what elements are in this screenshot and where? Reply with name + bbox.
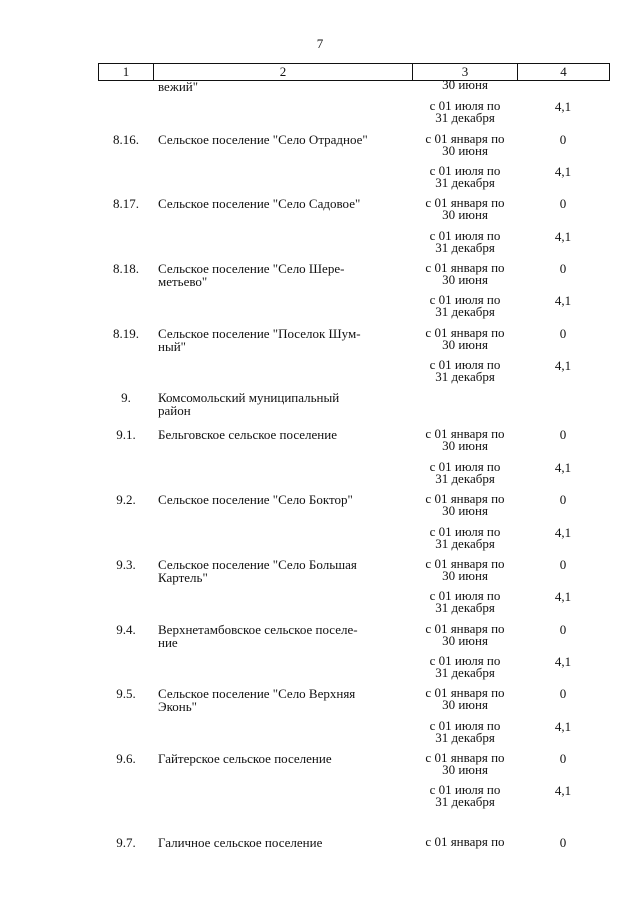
row-name	[158, 687, 408, 713]
row-number: 9.	[121, 390, 131, 405]
row-number: 9.1.	[116, 427, 136, 442]
row-period	[413, 590, 517, 614]
row-name-line: Галичное сельское поселение	[158, 835, 323, 850]
row-period-line: с 01 января по	[425, 426, 505, 441]
row-name	[158, 133, 408, 146]
row-value: 0	[559, 132, 567, 147]
row-period-line: 31 декабря	[435, 600, 495, 615]
row-period-line: с 01 июля по	[429, 459, 501, 474]
row-name-line: Сельское поселение "Село Большая	[158, 557, 357, 572]
row-value: 0	[559, 751, 567, 766]
row-period-line: 30 июня	[442, 272, 488, 287]
row-period: 30 июня	[442, 77, 488, 92]
row-value: 4,1	[554, 719, 572, 734]
row-period-line: с 01 июля по	[429, 718, 501, 733]
row-number: 8.19.	[113, 326, 139, 341]
row-number: 8.16.	[113, 132, 139, 147]
row-name	[158, 262, 408, 288]
row-period-line: с 01 января по	[425, 750, 505, 765]
row-period	[413, 784, 517, 808]
row-value: 0	[559, 686, 567, 701]
col-header-4: 4	[560, 64, 567, 79]
row-period-line: с 01 июля по	[429, 588, 501, 603]
row-value: 0	[559, 196, 567, 211]
row-period	[413, 687, 517, 711]
row-period-line: с 01 января по	[425, 491, 505, 506]
row-period-line: с 01 января по	[425, 131, 505, 146]
row-value: 4,1	[554, 164, 572, 179]
row-name-line: Гайтерское сельское поселение	[158, 751, 332, 766]
row-name	[158, 493, 408, 506]
row-name	[158, 197, 408, 210]
row-period-line: 31 декабря	[435, 110, 495, 125]
row-value: 0	[559, 427, 567, 442]
row-number: 9.2.	[116, 492, 136, 507]
row-period-line: с 01 января по	[425, 260, 505, 275]
row-name-line: Сельское поселение "Село Боктор"	[158, 492, 353, 507]
row-value: 4,1	[554, 99, 572, 114]
row-period-line: 31 декабря	[435, 175, 495, 190]
row-period	[413, 133, 517, 157]
row-period-line: с 01 июля по	[429, 98, 501, 113]
row-period-line: с 01 января по	[425, 556, 505, 571]
col-header-3: 3	[461, 64, 469, 79]
row-name-line: район	[158, 403, 191, 418]
row-period-line: 31 декабря	[435, 794, 495, 809]
row-name	[158, 836, 408, 849]
row-name-line: Сельское поселение "Поселок Шум-	[158, 326, 361, 341]
row-period	[413, 461, 517, 485]
row-period-line: 30 июня	[442, 697, 488, 712]
row-period	[413, 294, 517, 318]
row-number: 9.7.	[116, 835, 136, 850]
row-name-line: Сельское поселение "Село Шере-	[158, 261, 345, 276]
row-number: 9.3.	[116, 557, 136, 572]
row-period-line: 30 июня	[442, 337, 488, 352]
row-name-line: Эконь"	[158, 699, 197, 714]
row-period	[413, 428, 517, 452]
row-name-line: Верхнетамбовское сельское поселе-	[158, 622, 358, 637]
row-number: 8.17.	[113, 196, 139, 211]
row-period	[413, 197, 517, 221]
row-name-line: Сельское поселение "Село Садовое"	[158, 196, 361, 211]
row-period-line: с 01 июля по	[429, 357, 501, 372]
row-period-line: 30 июня	[442, 568, 488, 583]
row-name-line: Комсомольский муниципальный	[158, 390, 340, 405]
row-period	[413, 526, 517, 550]
row-period-line: 31 декабря	[435, 304, 495, 319]
row-period-line: с 01 июля по	[429, 228, 501, 243]
row-number: 8.18.	[113, 261, 139, 276]
row-name-line: Картель"	[158, 570, 208, 585]
row-period-line: с 01 января по	[425, 195, 505, 210]
row-period-line: с 01 января по	[425, 834, 505, 849]
row-period	[413, 100, 517, 124]
row-period	[413, 327, 517, 351]
row-period-line: с 01 июля по	[429, 653, 501, 668]
row-period-line: 30 июня	[442, 503, 488, 518]
row-value: 4,1	[554, 589, 572, 604]
col-header-2: 2	[279, 64, 287, 79]
row-period-line: 31 декабря	[435, 730, 495, 745]
row-name-line: Сельское поселение "Село Отрадное"	[158, 132, 368, 147]
row-period	[413, 262, 517, 286]
row-period-line: с 01 января по	[425, 325, 505, 340]
row-period	[413, 655, 517, 679]
row-period-line: 31 декабря	[435, 369, 495, 384]
row-number: 9.4.	[116, 622, 136, 637]
row-value: 0	[559, 622, 567, 637]
row-period	[413, 836, 517, 848]
row-value: 4,1	[554, 293, 572, 308]
row-period-line: 30 июня	[442, 633, 488, 648]
row-period-line: с 01 июля по	[429, 163, 501, 178]
row-period	[413, 720, 517, 744]
row-period-line: 31 декабря	[435, 665, 495, 680]
row-period-line: 31 декабря	[435, 471, 495, 486]
row-period-line: с 01 июля по	[429, 524, 501, 539]
row-name: вежий"	[158, 79, 199, 94]
row-period-line: 30 июня	[442, 207, 488, 222]
row-period	[413, 359, 517, 383]
row-period-line: с 01 июля по	[429, 782, 501, 797]
row-period	[413, 230, 517, 254]
row-period-line: 31 декабря	[435, 240, 495, 255]
row-value: 4,1	[554, 229, 572, 244]
row-number: 9.5.	[116, 686, 136, 701]
row-period-line: 30 июня	[442, 762, 488, 777]
row-period	[413, 165, 517, 189]
row-value: 0	[559, 557, 567, 572]
row-name-line: Сельское поселение "Село Верхняя	[158, 686, 356, 701]
row-value: 4,1	[554, 358, 572, 373]
row-name-line: ный"	[158, 339, 186, 354]
row-period	[413, 752, 517, 776]
row-name-line: метьево"	[158, 274, 208, 289]
row-value: 4,1	[554, 460, 572, 475]
col-header-1: 1	[122, 64, 130, 79]
row-period	[413, 623, 517, 647]
page-number: 7	[316, 36, 324, 51]
row-number: 9.6.	[116, 751, 136, 766]
row-value: 4,1	[554, 783, 572, 798]
row-period-line: 30 июня	[442, 438, 488, 453]
row-name	[158, 327, 408, 353]
row-period-line: 30 июня	[442, 143, 488, 158]
row-period-line: с 01 июля по	[429, 292, 501, 307]
row-value: 4,1	[554, 654, 572, 669]
row-value: 0	[559, 835, 567, 850]
row-name	[158, 623, 408, 649]
row-name-line: ние	[158, 635, 178, 650]
row-period	[413, 558, 517, 582]
row-period-line: с 01 января по	[425, 621, 505, 636]
row-name	[158, 391, 408, 417]
row-period	[413, 493, 517, 517]
row-value: 0	[559, 326, 567, 341]
row-name	[158, 428, 408, 441]
row-name	[158, 752, 408, 765]
row-name-line: Бельговское сельское поселение	[158, 427, 337, 442]
row-value: 4,1	[554, 525, 572, 540]
row-period-line: с 01 января по	[425, 685, 505, 700]
row-value: 0	[559, 492, 567, 507]
row-name	[158, 558, 408, 584]
row-value: 0	[559, 261, 567, 276]
row-period-line: 31 декабря	[435, 536, 495, 551]
